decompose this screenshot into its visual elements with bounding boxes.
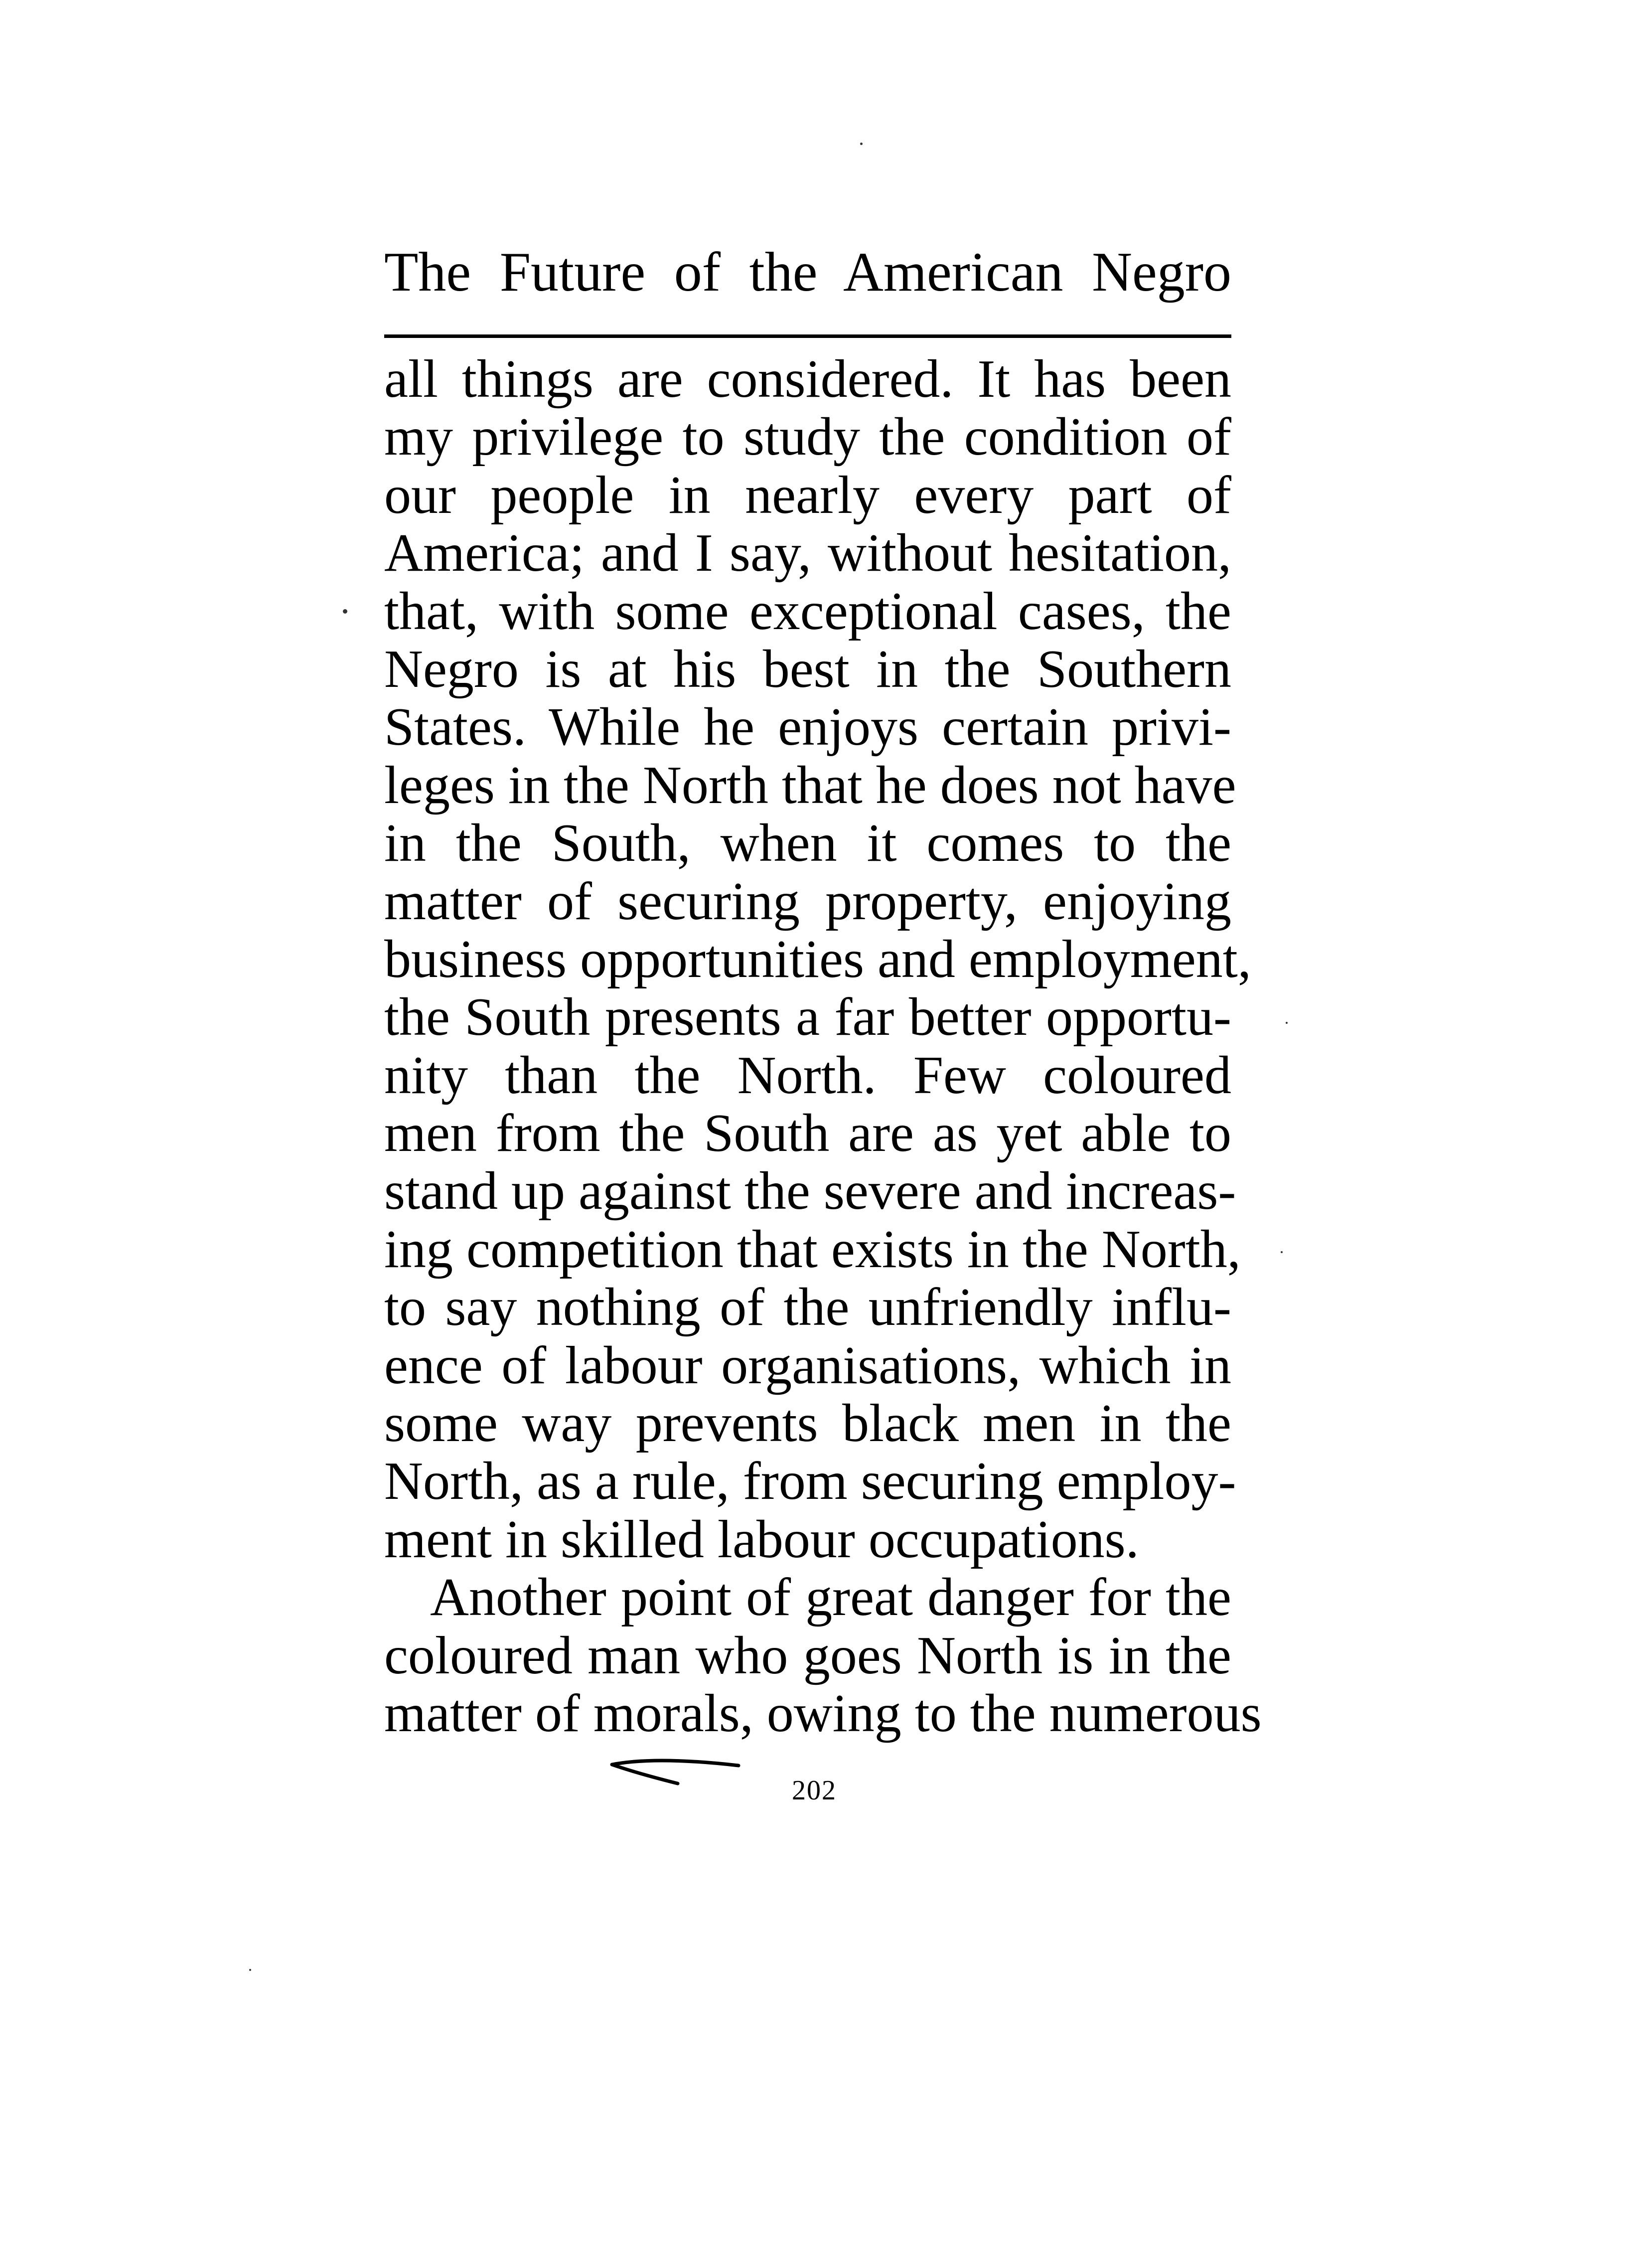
text-line: stand up against the severe and increas- bbox=[384, 1161, 1236, 1221]
text-line: Negro is at his best in the Southern bbox=[384, 639, 1231, 699]
text-line: North, as a rule, from securing employ- bbox=[384, 1452, 1236, 1511]
text-line: ence of labour organisations, which in bbox=[384, 1335, 1231, 1395]
scan-speck bbox=[1286, 1022, 1288, 1024]
text-line: in the South, when it comes to the bbox=[384, 813, 1231, 873]
text-line: matter of securing property, enjoying bbox=[384, 871, 1231, 931]
header-rule bbox=[384, 334, 1231, 338]
pencil-mark-icon bbox=[608, 1755, 747, 1789]
text-line: my privilege to study the condition of bbox=[384, 407, 1231, 467]
text-line: our people in nearly every part of bbox=[384, 465, 1231, 525]
scan-speck bbox=[1281, 1251, 1283, 1253]
running-header: The Future of the American Negro bbox=[384, 241, 1231, 303]
text-line: some way prevents black men in the bbox=[384, 1394, 1231, 1454]
text-line: ment in skilled labour occupations. bbox=[384, 1509, 1139, 1569]
text-line: nity than the North. Few coloured bbox=[384, 1045, 1231, 1105]
text-line: matter of morals, owing to the numerous bbox=[384, 1683, 1262, 1743]
scan-speck bbox=[249, 1969, 251, 1971]
text-line: that, with some exceptional cases, the bbox=[384, 581, 1231, 641]
text-line: the South presents a far better opportu- bbox=[384, 987, 1231, 1047]
text-line: Another point of great danger for the bbox=[430, 1568, 1231, 1627]
text-line: America; and I say, without hesitation, bbox=[384, 523, 1231, 583]
text-line: coloured man who goes North is in the bbox=[384, 1625, 1231, 1685]
text-line: men from the South are as yet able to bbox=[384, 1104, 1231, 1163]
text-line: to say nothing of the unfriendly influ- bbox=[384, 1278, 1231, 1337]
text-line: all things are considered. It has been bbox=[384, 349, 1231, 409]
scan-speck bbox=[343, 609, 347, 614]
scan-speck bbox=[860, 143, 863, 145]
body-text bbox=[384, 349, 1262, 1743]
page-number: 202 bbox=[792, 1775, 837, 1806]
text-line: business opportunities and employment, bbox=[384, 929, 1251, 989]
text-line: leges in the North that he does not have bbox=[384, 755, 1236, 815]
text-line: ing competition that exists in the North, bbox=[384, 1219, 1241, 1279]
text-line: States. While he enjoys certain privi- bbox=[384, 697, 1231, 757]
